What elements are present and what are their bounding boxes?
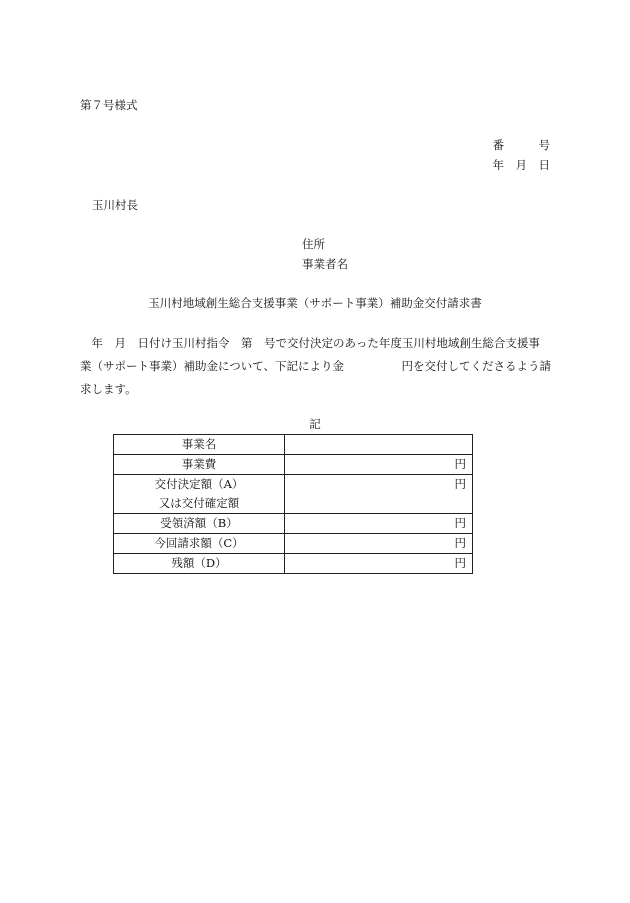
- table-row: [114, 435, 473, 455]
- row-value-remaining-amount: 円: [285, 554, 473, 574]
- applicant-address-label: 住所: [302, 237, 325, 251]
- addressee: 玉川村長: [92, 198, 138, 212]
- reference-number-label: 番 号: [492, 138, 550, 152]
- request-body-line-2: 業（サポート事業）補助金について、下記により金 円を交付してくださるよう請: [80, 359, 552, 373]
- table-row: [114, 554, 473, 574]
- details-table: [113, 434, 473, 574]
- table-row: [114, 514, 473, 534]
- row-label-remaining-amount: 残額（D）: [114, 554, 285, 574]
- row-value-project-name: [285, 435, 473, 455]
- row-label-grant-decision-line-2: 又は交付確定額: [158, 496, 240, 510]
- row-value-project-cost: 円: [285, 455, 473, 475]
- reference-date-label: 年 月 日: [492, 158, 550, 172]
- form-number: 第７号様式: [80, 98, 138, 112]
- row-label-current-request: 今回請求額（C）: [114, 534, 285, 554]
- row-label-grant-decision-line-1: 交付決定額（A）: [154, 477, 244, 491]
- request-body-line-3: 求します。: [80, 382, 137, 396]
- table-row: [114, 475, 473, 514]
- row-label-grant-decision: [114, 475, 285, 514]
- row-value-received-amount: 円: [285, 514, 473, 534]
- request-body-line-1: 年 月 日付け玉川村指令 第 号で交付決定のあった年度玉川村地域創生総合支援事: [80, 336, 540, 350]
- row-value-current-request: 円: [285, 534, 473, 554]
- applicant-name-label: 事業者名: [302, 257, 348, 271]
- table-row: [114, 534, 473, 554]
- row-label-project-cost: 事業費: [114, 455, 285, 475]
- document-title: 玉川村地域創生総合支援事業（サポート事業）補助金交付請求書: [148, 296, 482, 310]
- row-value-grant-decision: 円: [285, 475, 473, 514]
- request-body: [80, 332, 550, 401]
- note-heading: 記: [309, 417, 321, 431]
- table-row: [114, 455, 473, 475]
- row-label-project-name: 事業名: [114, 435, 285, 455]
- row-label-received-amount: 受領済額（B）: [114, 514, 285, 534]
